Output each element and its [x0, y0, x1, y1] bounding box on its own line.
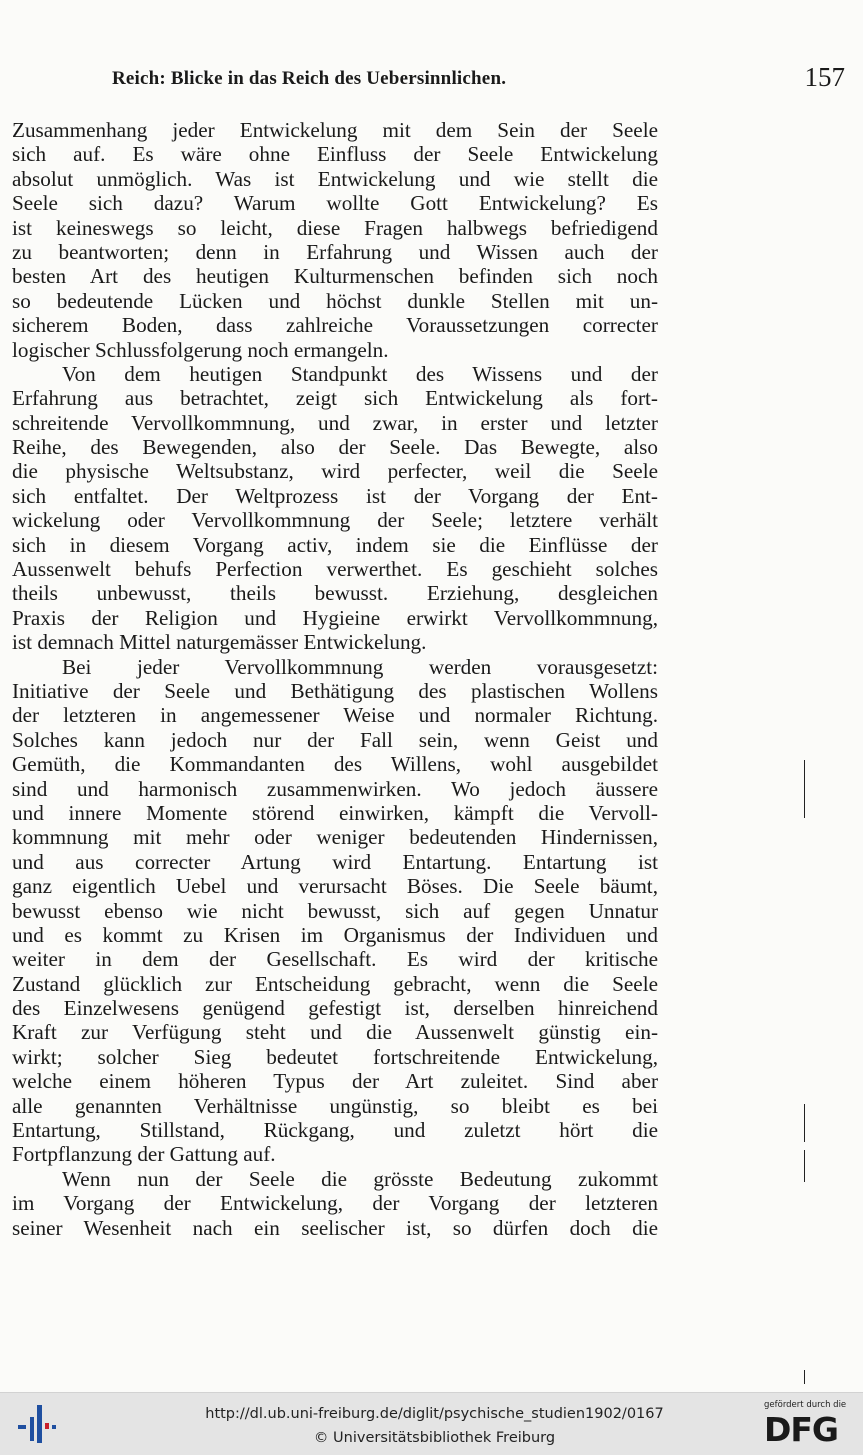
text-line: alle genannten Verhältnisse ungünstig, so bleibt es bei [12, 1093, 658, 1118]
margin-mark [804, 1370, 805, 1384]
body-text [12, 118, 658, 1240]
page-number: 157 [804, 62, 845, 92]
text-line: des Einzelwesens genügend gefestigt ist, derselben hinreichend [12, 996, 658, 1021]
sponsor-label: gefördert durch die [764, 1400, 847, 1410]
text-line: Praxis der Religion und Hygieine erwirkt Vervollkommnung, [12, 605, 658, 630]
text-line: und aus correcter Artung wird Entartung. Entartung ist [12, 849, 658, 874]
copyright-text: © Universitätsbibliothek Freiburg [313, 1430, 556, 1446]
text-line: Von dem heutigen Standpunkt des Wissens und der [62, 361, 658, 386]
running-title: Reich: Blicke in das Reich des Uebersinnlichen. [112, 68, 507, 89]
text-line: sich auf. Es wäre ohne Einfluss der Seele Entwickelung [12, 142, 658, 167]
text-line: sicherem Boden, dass zahlreiche Voraussetzungen correcter [12, 313, 658, 338]
text-line: und innere Momente störend einwirken, kämpft die Vervoll- [12, 800, 658, 825]
margin-mark [804, 1150, 805, 1182]
text-line: besten Art des heutigen Kulturmenschen befinden sich noch [12, 264, 658, 289]
text-line: und es kommt zu Krisen im Organismus der Individuen und [12, 922, 658, 947]
text-line: welche einem höheren Typus der Art zuleitet. Sind aber [12, 1069, 658, 1094]
text-line: Fortpflanzung der Gattung auf. [12, 1142, 276, 1167]
text-line: sind und harmonisch zusammenwirken. Wo jedoch äussere [12, 776, 658, 801]
text-line: Wenn nun der Seele die grösste Bedeutung zukommt [62, 1166, 658, 1191]
text-line: Reihe, des Bewegenden, also der Seele. Das Bewegte, also [12, 435, 658, 460]
text-line: Erfahrung aus betrachtet, zeigt sich Entwickelung als fort- [12, 386, 658, 411]
text-line: logischer Schlussfolgerung noch ermangeln. [12, 337, 389, 362]
running-head [12, 58, 851, 98]
text-line: Bei jeder Vervollkommnung werden vorausgesetzt: [62, 654, 658, 679]
text-line: Solches kann jedoch nur der Fall sein, wenn Geist und [12, 727, 658, 752]
text-line: der letzteren in angemessener Weise und normaler Richtung. [12, 703, 658, 728]
text-line: Aussenwelt behufs Perfection verwerthet. Es geschieht solches [12, 557, 658, 582]
text-line: kommnung mit mehr oder weniger bedeutenden Hindernissen, [12, 825, 658, 850]
text-line: die physische Weltsubstanz, wird perfecter, weil die Seele [12, 459, 658, 484]
source-url-link[interactable]: http://dl.ub.uni-freiburg.de/diglit/psychische_studien1902/0167 [205, 1406, 664, 1422]
text-line: weiter in dem der Gesellschaft. Es wird der kritische [12, 947, 658, 972]
text-line: Zusammenhang jeder Entwickelung mit dem Sein der Seele [12, 118, 658, 142]
text-line: so bedeutende Lücken und höchst dunkle Stellen mit un- [12, 288, 658, 313]
text-line: ist keineswegs so leicht, diese Fragen halbwegs befriedigend [12, 215, 658, 240]
text-line: ganz eigentlich Uebel und verursacht Böses. Die Seele bäumt, [12, 874, 658, 899]
text-line: Gemüth, die Kommandanten des Willens, wohl ausgebildet [12, 752, 658, 777]
text-line: zu beantworten; denn in Erfahrung und Wissen auch der [12, 239, 658, 264]
text-line: im Vorgang der Entwickelung, der Vorgang der letzteren [12, 1191, 658, 1216]
text-line: Zustand glücklich zur Entscheidung gebracht, wenn die Seele [12, 971, 658, 996]
text-line: theils unbewusst, theils bewusst. Erziehung, desgleichen [12, 581, 658, 606]
text-line: sich in diesem Vorgang activ, indem sie die Einflüsse der [12, 532, 658, 557]
text-line: sich entfaltet. Der Weltprozess ist der Vorgang der Ent- [12, 483, 658, 508]
margin-mark [804, 1104, 805, 1142]
text-line: ist demnach Mittel naturgemässer Entwickelung. [12, 630, 427, 655]
text-line: absolut unmöglich. Was ist Entwickelung und wie stellt die [12, 166, 658, 191]
text-line: bewusst ebenso wie nicht bewusst, sich auf gegen Unnatur [12, 898, 658, 923]
dfg-logo: DFG [764, 1410, 839, 1449]
text-line: Initiative der Seele und Bethätigung des plastischen Wollens [12, 678, 658, 703]
text-line: wirkt; solcher Sieg bedeutet fortschreitende Entwickelung, [12, 1044, 658, 1069]
text-line: schreitende Vervollkommnung, und zwar, in erster und letzter [12, 410, 658, 435]
text-line: Kraft zur Verfügung steht und die Aussenwelt günstig ein- [12, 1020, 658, 1045]
text-line: Seele sich dazu? Warum wollte Gott Entwickelung? Es [12, 191, 658, 216]
footer-band [0, 1392, 863, 1455]
margin-mark [804, 760, 805, 818]
text-line: wickelung oder Vervollkommnung der Seele; letztere verhält [12, 508, 658, 533]
text-line: Entartung, Stillstand, Rückgang, und zuletzt hört die [12, 1118, 658, 1143]
text-line: seiner Wesenheit nach ein seelischer ist, so dürfen doch die [12, 1215, 658, 1240]
